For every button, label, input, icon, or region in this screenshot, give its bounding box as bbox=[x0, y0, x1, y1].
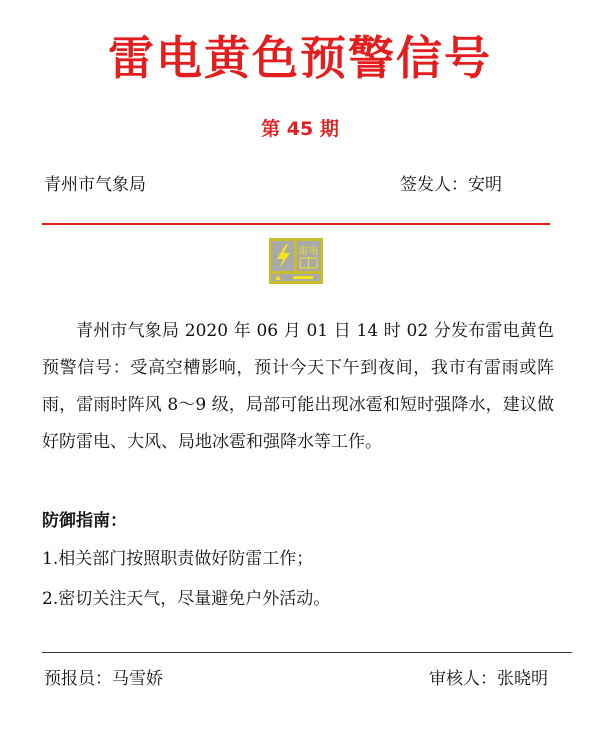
guide-item: 2.密切关注天气，尽量避免户外活动。 bbox=[42, 589, 331, 609]
warning-body-text: 青州市气象局 2020 年 06 月 01 日 14 时 02 分发布雷电黄色预警信号：受高空槽影响，预计今天下午到夜间，我市有雷雨或阵雨，雷雨时阵风 8～9 级，局部可能出现冰雹和短时强降水，建议做好防雷电、大风、局地冰雹和强降水等工作。 bbox=[42, 321, 554, 452]
document-title: 雷电黄色预警信号 bbox=[108, 31, 492, 85]
issuer-name: 青州市气象局 bbox=[44, 175, 146, 195]
reviewer-name: 审核人：张晓明 bbox=[429, 669, 548, 689]
guide-title: 防御指南： bbox=[42, 511, 127, 531]
guide-item: 1.相关部门按照职责做好防雷工作； bbox=[42, 549, 314, 569]
footer-divider bbox=[42, 652, 572, 653]
lightning-yellow-warning-icon bbox=[269, 238, 323, 284]
forecaster-name: 预报员：马雪娇 bbox=[44, 669, 163, 689]
issue-number: 第 45 期 bbox=[261, 118, 339, 140]
signer-name: 签发人：安明 bbox=[400, 175, 502, 195]
red-divider bbox=[42, 223, 550, 225]
icon-label: 雷电 bbox=[298, 246, 319, 257]
